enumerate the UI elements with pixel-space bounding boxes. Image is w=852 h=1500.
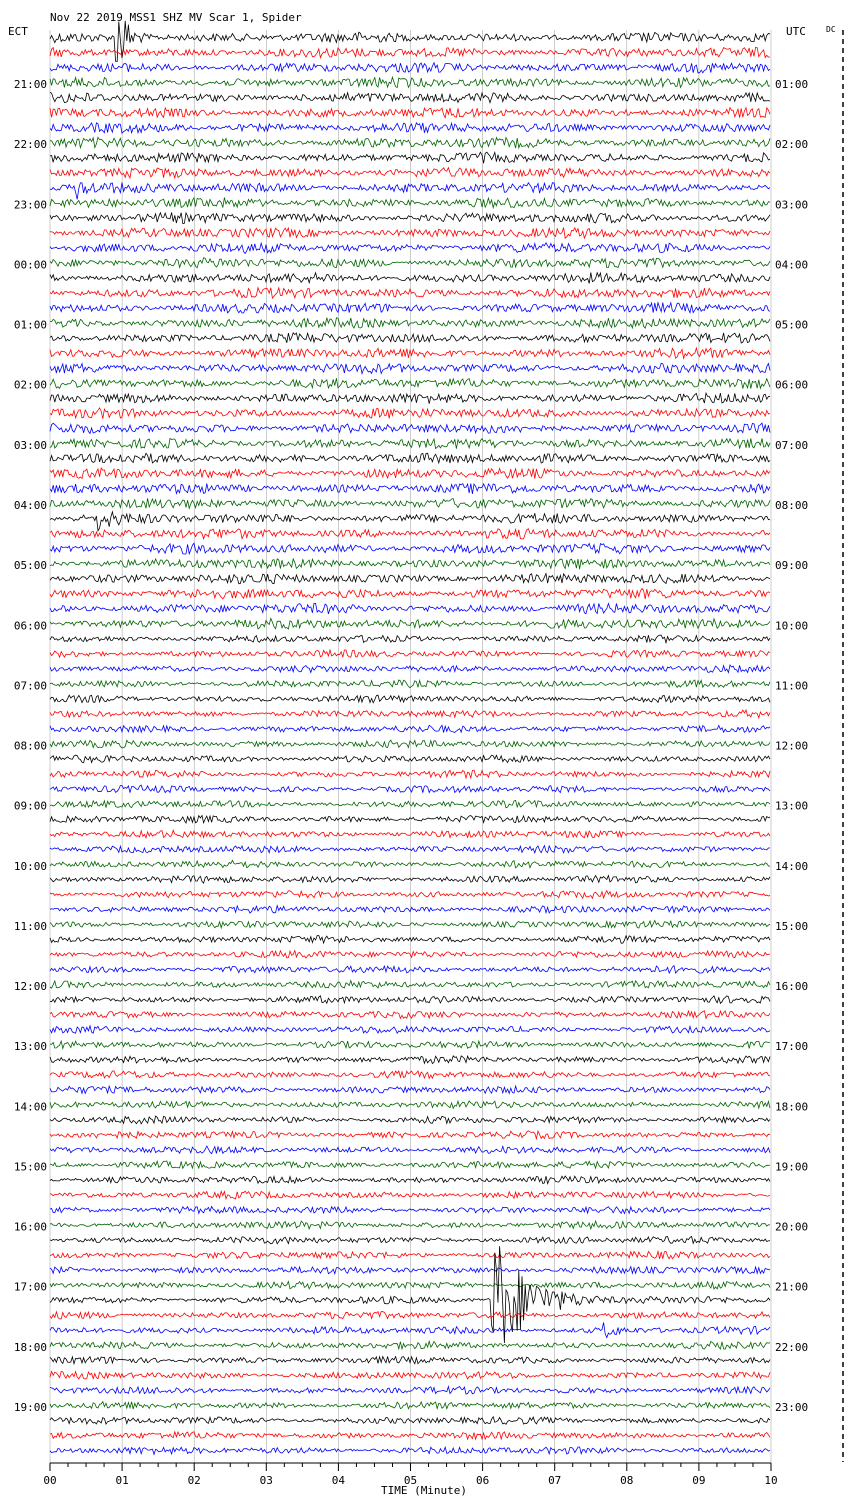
left-hour-label: 02:00 — [13, 378, 47, 392]
right-hour-labels — [775, 78, 808, 1414]
left-hour-label: 05:00 — [13, 559, 47, 573]
left-hour-label: 09:00 — [13, 799, 47, 813]
x-tick-label: 01 — [115, 1474, 129, 1487]
trace-line — [50, 1447, 770, 1455]
trace-line — [50, 1041, 770, 1048]
trace-line — [50, 1372, 770, 1380]
right-hour-label: 13:00 — [775, 799, 809, 813]
trace-line — [50, 1221, 770, 1229]
x-tick-label: 00 — [43, 1474, 57, 1487]
right-hour-label: 22:00 — [775, 1340, 809, 1354]
left-timezone-label: ECT — [8, 25, 28, 38]
trace-line — [50, 393, 770, 404]
left-hour-label: 12:00 — [13, 980, 47, 994]
trace-line — [50, 951, 770, 959]
trace-line — [50, 137, 770, 148]
trace-line — [50, 1101, 770, 1108]
trace-line — [50, 770, 770, 778]
trace-line — [50, 198, 770, 208]
trace-line — [50, 168, 770, 178]
left-hour-label: 11:00 — [13, 919, 47, 933]
trace-line — [50, 996, 770, 1004]
trace-line — [50, 228, 770, 239]
trace-line — [50, 921, 770, 929]
trace-line — [50, 47, 770, 57]
trace-line — [50, 1146, 770, 1154]
left-hour-label: 18:00 — [13, 1340, 47, 1354]
trace-line — [50, 1341, 770, 1349]
right-hour-label: 08:00 — [775, 498, 809, 512]
trace-line — [50, 740, 770, 748]
trace-line — [50, 1191, 770, 1199]
left-hour-label: 07:00 — [13, 679, 47, 693]
right-hour-label: 20:00 — [775, 1220, 809, 1234]
trace-line — [50, 1237, 770, 1244]
trace-line — [50, 785, 770, 793]
trace-line — [50, 936, 770, 944]
trace-line — [50, 846, 770, 853]
trace-line — [50, 1086, 770, 1093]
right-hour-label: 17:00 — [775, 1040, 809, 1054]
left-hour-label: 01:00 — [13, 318, 47, 332]
x-tick-label: 10 — [764, 1474, 778, 1487]
chart-title: Nov 22 2019 MSS1 SHZ MV Scar 1, Spider — [50, 11, 302, 24]
trace-line — [50, 650, 770, 657]
x-tick-label: 07 — [548, 1474, 562, 1487]
right-hour-label: 07:00 — [775, 438, 809, 452]
trace-line — [50, 543, 770, 554]
trace-line — [50, 725, 770, 732]
trace-line — [50, 77, 770, 87]
trace-line — [50, 755, 770, 763]
trace-line — [50, 63, 770, 73]
trace-line — [50, 830, 770, 838]
trace-line — [50, 860, 770, 868]
right-hour-label: 21:00 — [775, 1280, 809, 1294]
trace-line — [50, 333, 770, 343]
right-hour-label: 10:00 — [775, 619, 809, 633]
trace-line — [50, 348, 770, 358]
left-hour-label: 19:00 — [13, 1400, 47, 1414]
trace-line — [50, 1056, 770, 1064]
left-hour-label: 16:00 — [13, 1220, 47, 1234]
trace-line — [50, 484, 770, 494]
trace-line — [50, 1026, 770, 1033]
left-hour-label: 08:00 — [13, 739, 47, 753]
x-tick-label: 05 — [403, 1474, 418, 1487]
trace-line — [50, 618, 770, 629]
x-tick-label: 03 — [259, 1474, 273, 1487]
trace-line — [50, 1267, 770, 1274]
left-hour-label: 14:00 — [13, 1100, 47, 1114]
right-hour-label: 02:00 — [775, 138, 809, 152]
left-hour-label: 23:00 — [13, 198, 47, 212]
trace-line — [50, 92, 770, 102]
right-hour-label: 14:00 — [775, 859, 809, 873]
trace-line — [50, 816, 770, 824]
trace-line — [50, 589, 770, 600]
trace-line — [50, 453, 770, 463]
trace-line — [50, 1071, 770, 1078]
left-hour-label: 06:00 — [13, 619, 47, 633]
trace-line — [50, 603, 770, 614]
trace-line — [50, 1011, 770, 1019]
trace-line — [50, 800, 770, 808]
trace-line — [50, 559, 770, 569]
trace-line — [50, 408, 770, 419]
x-axis-label: TIME (Minute) — [380, 1484, 468, 1497]
x-tick-label: 04 — [331, 1474, 346, 1487]
trace-line — [50, 243, 770, 254]
left-hour-label: 15:00 — [13, 1160, 47, 1174]
trace-line — [50, 574, 770, 584]
left-hour-label: 04:00 — [13, 498, 47, 512]
trace-line — [50, 906, 770, 914]
trace-line — [50, 318, 770, 329]
trace-line — [50, 1417, 770, 1425]
left-hour-label: 22:00 — [13, 138, 47, 152]
x-tick-label: 09 — [692, 1474, 706, 1487]
trace-line — [50, 288, 770, 298]
left-hour-label: 13:00 — [13, 1040, 47, 1054]
right-hour-label: 11:00 — [775, 679, 809, 693]
trace-line — [50, 438, 770, 448]
trace-line — [50, 363, 770, 373]
left-hour-label: 00:00 — [13, 258, 47, 272]
x-tick-label: 08 — [620, 1474, 634, 1487]
right-hour-label: 23:00 — [775, 1400, 809, 1414]
trace-line — [50, 891, 770, 899]
trace-line — [50, 665, 770, 673]
left-hour-label: 03:00 — [13, 438, 47, 452]
right-hour-label: 12:00 — [775, 739, 809, 753]
trace-line — [50, 695, 770, 703]
left-hour-label: 17:00 — [13, 1280, 47, 1294]
trace-line — [50, 1176, 770, 1184]
trace-line — [50, 981, 770, 989]
trace-line — [50, 273, 770, 284]
trace-rows — [50, 21, 770, 1455]
x-tick-label: 06 — [475, 1474, 490, 1487]
trace-line — [50, 1251, 770, 1258]
trace-line — [50, 183, 770, 200]
trace-line — [50, 1322, 770, 1337]
trace-line — [50, 635, 770, 643]
left-hour-label: 10:00 — [13, 859, 47, 873]
left-hour-labels — [14, 78, 47, 1414]
trace-line — [50, 512, 770, 531]
trace-line — [50, 1116, 770, 1124]
left-hour-label: 21:00 — [13, 78, 47, 92]
trace-line — [50, 680, 770, 688]
trace-line — [50, 876, 770, 884]
trace-line — [50, 1282, 770, 1290]
trace-line — [50, 468, 770, 479]
trace-line — [50, 152, 770, 163]
trace-line — [50, 213, 770, 224]
dc-corner-label: DC — [826, 25, 836, 34]
x-tick-label: 02 — [187, 1474, 201, 1487]
trace-line — [50, 1402, 770, 1409]
right-timezone-label: UTC — [786, 25, 806, 38]
trace-line — [50, 423, 770, 433]
right-hour-label: 16:00 — [775, 980, 809, 994]
trace-line — [50, 1312, 770, 1319]
trace-line — [50, 710, 770, 718]
trace-line — [50, 1387, 770, 1395]
right-hour-label: 19:00 — [775, 1160, 809, 1174]
trace-line — [50, 1207, 770, 1214]
minute-gridlines — [50, 30, 771, 1463]
trace-line — [50, 1131, 770, 1139]
trace-line — [50, 258, 770, 268]
trace-line — [50, 1161, 770, 1168]
right-hour-label: 05:00 — [775, 318, 809, 332]
right-hour-label: 18:00 — [775, 1100, 809, 1114]
right-hour-label: 01:00 — [775, 78, 809, 92]
right-hour-label: 15:00 — [775, 919, 809, 933]
trace-line — [50, 1246, 770, 1343]
trace-line — [50, 529, 770, 539]
trace-line — [50, 1432, 770, 1439]
trace-line — [50, 303, 770, 313]
right-hour-label: 03:00 — [775, 198, 809, 212]
trace-line — [50, 498, 770, 508]
right-hour-label: 09:00 — [775, 559, 809, 573]
trace-line — [50, 1357, 770, 1364]
right-hour-label: 06:00 — [775, 378, 809, 392]
trace-line — [50, 123, 770, 133]
trace-line — [50, 21, 770, 62]
trace-line — [50, 108, 770, 118]
trace-line — [50, 966, 770, 974]
right-hour-label: 04:00 — [775, 258, 809, 272]
trace-line — [50, 378, 770, 388]
